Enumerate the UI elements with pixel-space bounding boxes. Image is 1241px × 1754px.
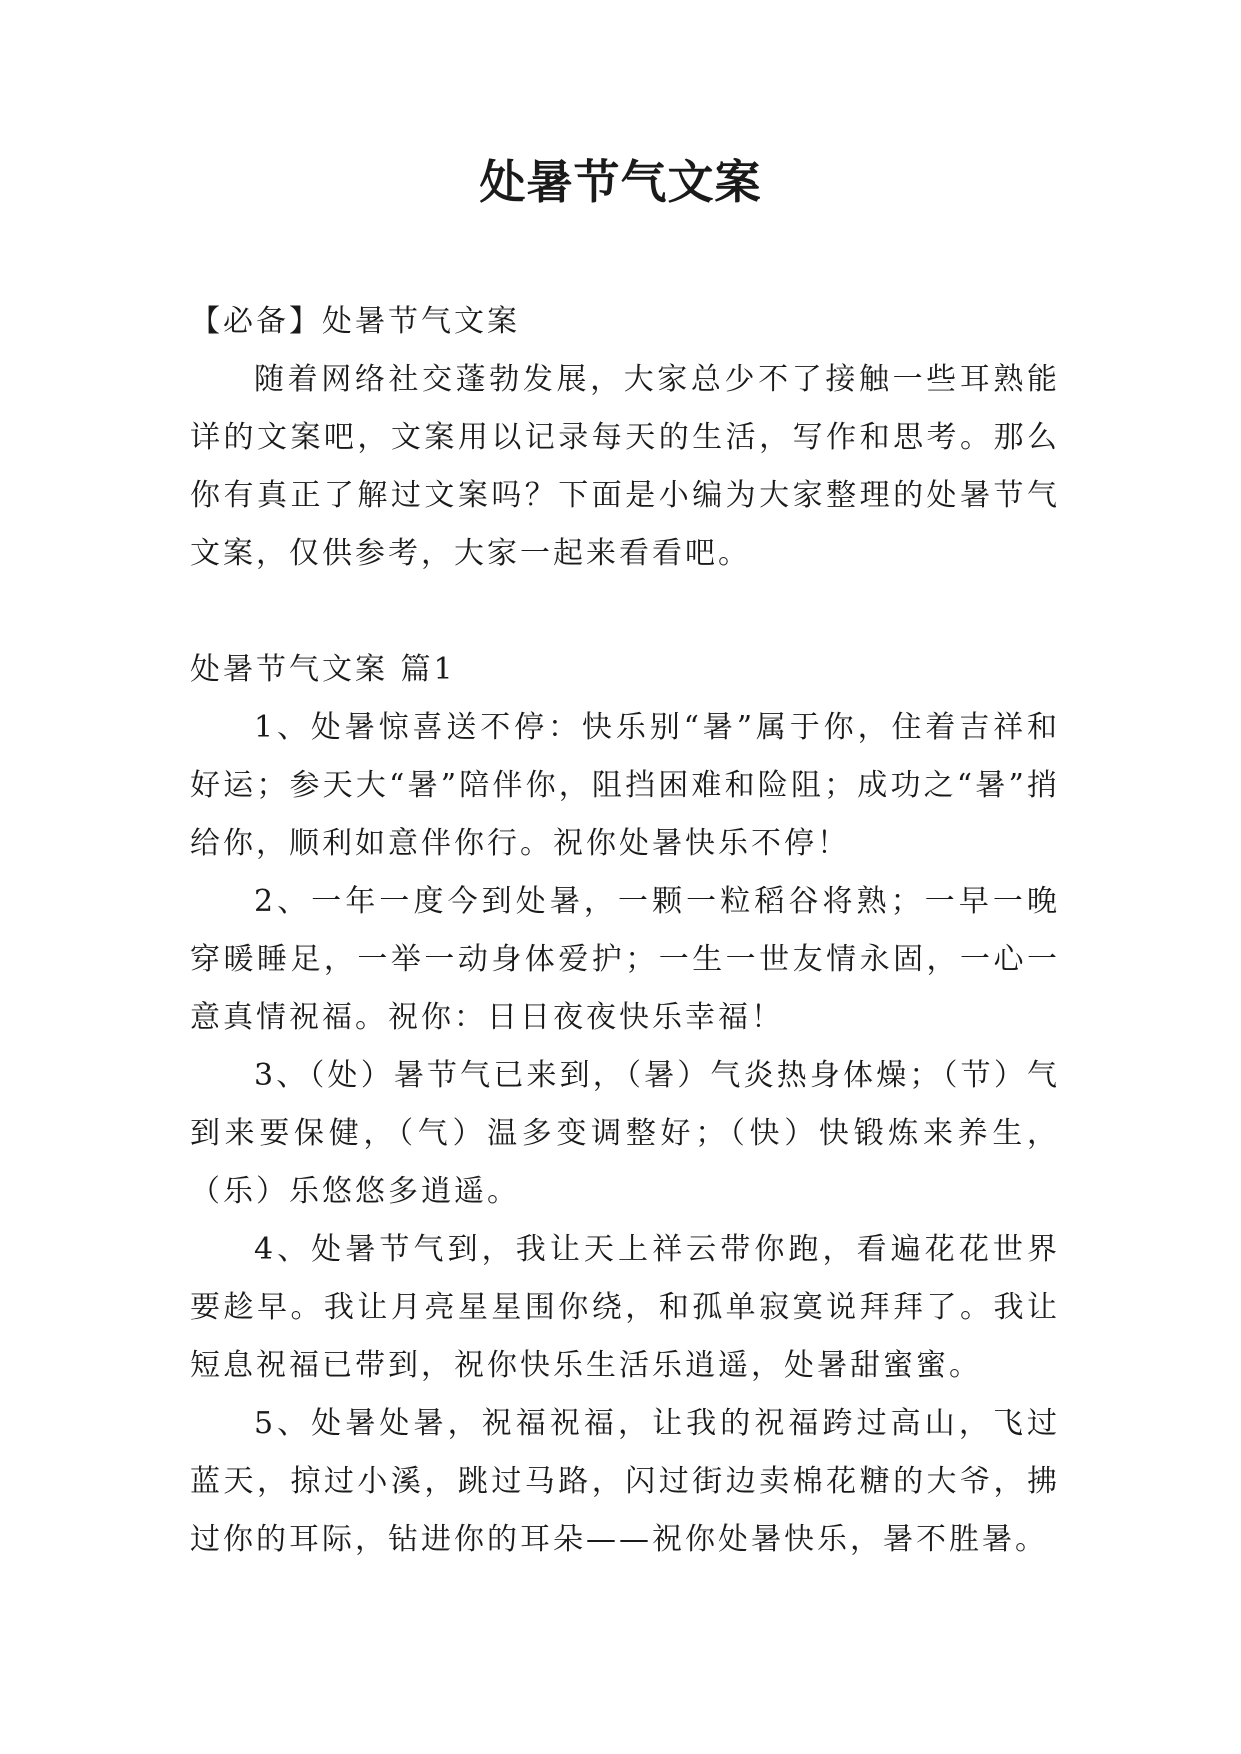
section-heading: 处暑节气文案 篇1 [190, 652, 456, 687]
list-item: 3、（处）暑节气已来到，（暑）气炎热身体燥；（节）气到来要保健，（气）温多变调整好；（快）快锻炼来养生，（乐）乐悠悠多逍遥。 [190, 1058, 1060, 1209]
intro-heading: 【必备】处暑节气文案 [190, 304, 520, 339]
list-item: 4、处暑节气到，我让天上祥云带你跑，看遍花花世界要趁早。我让月亮星星围你绕，和孤单寂寞说拜拜了。我让短息祝福已带到，祝你快乐生活乐逍遥，处暑甜蜜蜜。 [190, 1232, 1060, 1383]
document-body [190, 293, 1060, 1569]
section-gap [190, 583, 1060, 641]
list-item: 5、处暑处暑，祝福祝福，让我的祝福跨过高山，飞过蓝天，掠过小溪，跳过马路，闪过街边卖棉花糖的大爷，拂过你的耳际，钻进你的耳朵——祝你处暑快乐，暑不胜暑。 [190, 1406, 1060, 1557]
intro-paragraph: 随着网络社交蓬勃发展，大家总少不了接触一些耳熟能详的文案吧，文案用以记录每天的生活，写作和思考。那么你有真正了解过文案吗？下面是小编为大家整理的处暑节气文案，仅供参考，大家一起来看看吧。 [190, 362, 1060, 571]
list-item: 2、一年一度今到处暑，一颗一粒稻谷将熟；一早一晚穿暖睡足，一举一动身体爱护；一生一世友情永固，一心一意真情祝福。祝你：日日夜夜快乐幸福！ [190, 884, 1060, 1035]
list-item: 1、处暑惊喜送不停：快乐别“暑”属于你，住着吉祥和好运；参天大“暑”陪伴你，阻挡困难和险阻；成功之“暑”捎给你，顺利如意伴你行。祝你处暑快乐不停！ [190, 710, 1060, 861]
document-title: 处暑节气文案 [479, 155, 762, 209]
